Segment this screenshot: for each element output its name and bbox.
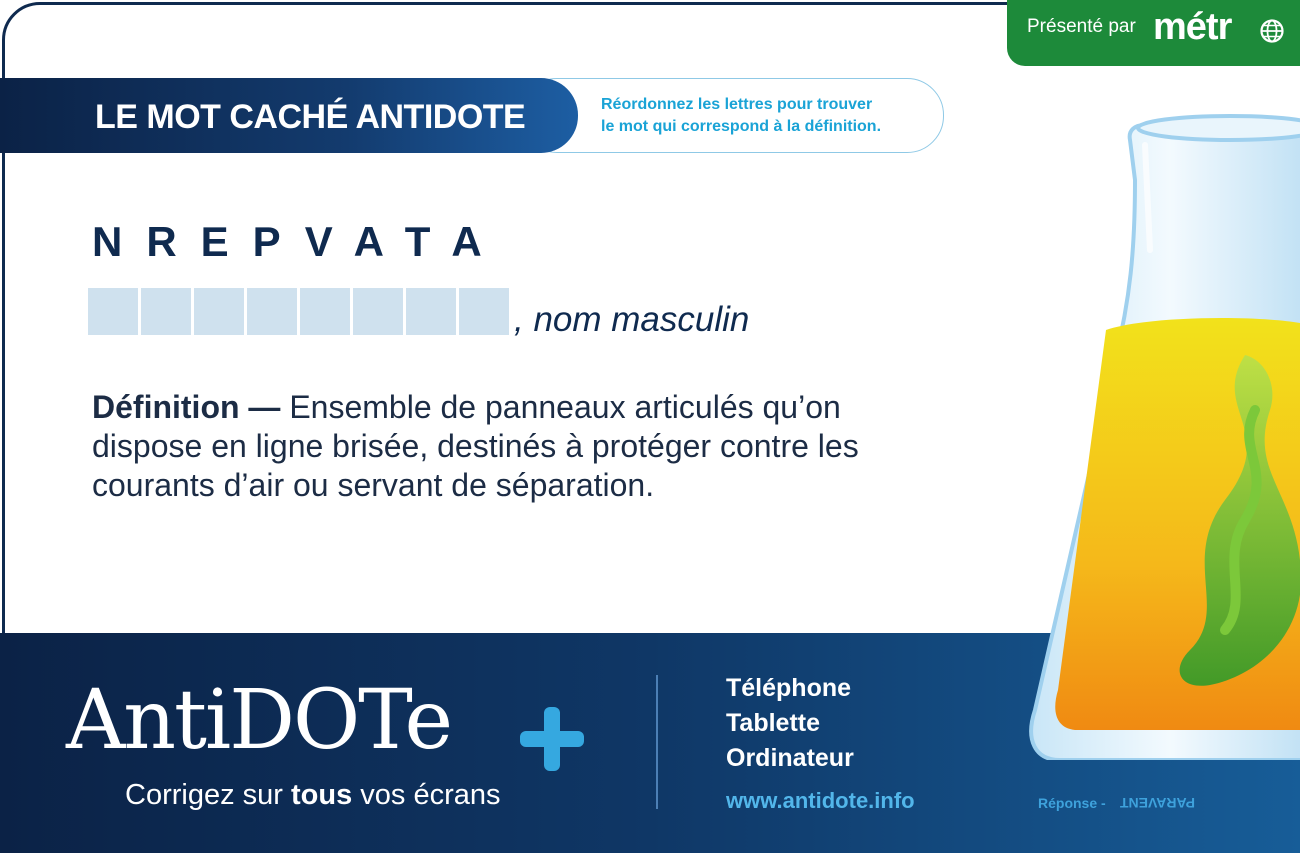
answer-upside-down: PARAVENT bbox=[1120, 795, 1195, 811]
word-type: , nom masculin bbox=[514, 300, 750, 339]
definition bbox=[92, 388, 912, 505]
tagline-post: vos écrans bbox=[352, 779, 501, 811]
globe-icon bbox=[1260, 19, 1284, 43]
answer-slot[interactable] bbox=[194, 288, 244, 335]
instruction-line-1: Réordonnez les lettres pour trouver bbox=[601, 96, 873, 113]
title-banner bbox=[0, 78, 578, 153]
scrambled-letters: NREPVATA bbox=[92, 218, 506, 265]
answer-slot[interactable] bbox=[406, 288, 456, 335]
answer-slot[interactable] bbox=[141, 288, 191, 335]
answer-slot[interactable] bbox=[300, 288, 350, 335]
footer-divider bbox=[656, 675, 658, 809]
definition-text: Ensemble de panneaux articulés qu’on dispose en ligne brisée, destinés à protéger contre les courants d’air ou servant de séparation. bbox=[92, 389, 859, 503]
sponsor-logo: métr bbox=[1153, 6, 1232, 48]
plus-icon bbox=[518, 705, 586, 773]
tagline-pre: Corrigez sur bbox=[125, 779, 291, 811]
answer-slot[interactable] bbox=[88, 288, 138, 335]
device-item: Téléphone bbox=[726, 674, 852, 702]
definition-label: Définition — bbox=[92, 389, 281, 425]
flask-illustration bbox=[1020, 110, 1300, 760]
instruction-text bbox=[601, 94, 931, 138]
answer-slot[interactable] bbox=[459, 288, 509, 335]
sponsor-label: Présenté par bbox=[1027, 16, 1136, 37]
answer-slot[interactable] bbox=[247, 288, 297, 335]
instruction-line-2: le mot qui correspond à la définition. bbox=[601, 118, 882, 135]
device-item: Ordinateur bbox=[726, 744, 854, 772]
answer-slot[interactable] bbox=[353, 288, 403, 335]
device-item: Tablette bbox=[726, 709, 820, 737]
sponsor-badge[interactable] bbox=[1007, 0, 1300, 66]
tagline-strong: tous bbox=[291, 779, 353, 811]
instruction-box bbox=[520, 78, 944, 153]
answer-boxes[interactable] bbox=[88, 288, 509, 335]
website-link[interactable]: www.antidote.info bbox=[726, 788, 915, 813]
antidote-logo: AntiDOTe bbox=[66, 673, 452, 768]
device-list bbox=[726, 671, 854, 776]
answer-label: Réponse - bbox=[1038, 795, 1106, 811]
tagline bbox=[125, 779, 501, 812]
page-title: LE MOT CACHÉ ANTIDOTE bbox=[95, 98, 526, 136]
